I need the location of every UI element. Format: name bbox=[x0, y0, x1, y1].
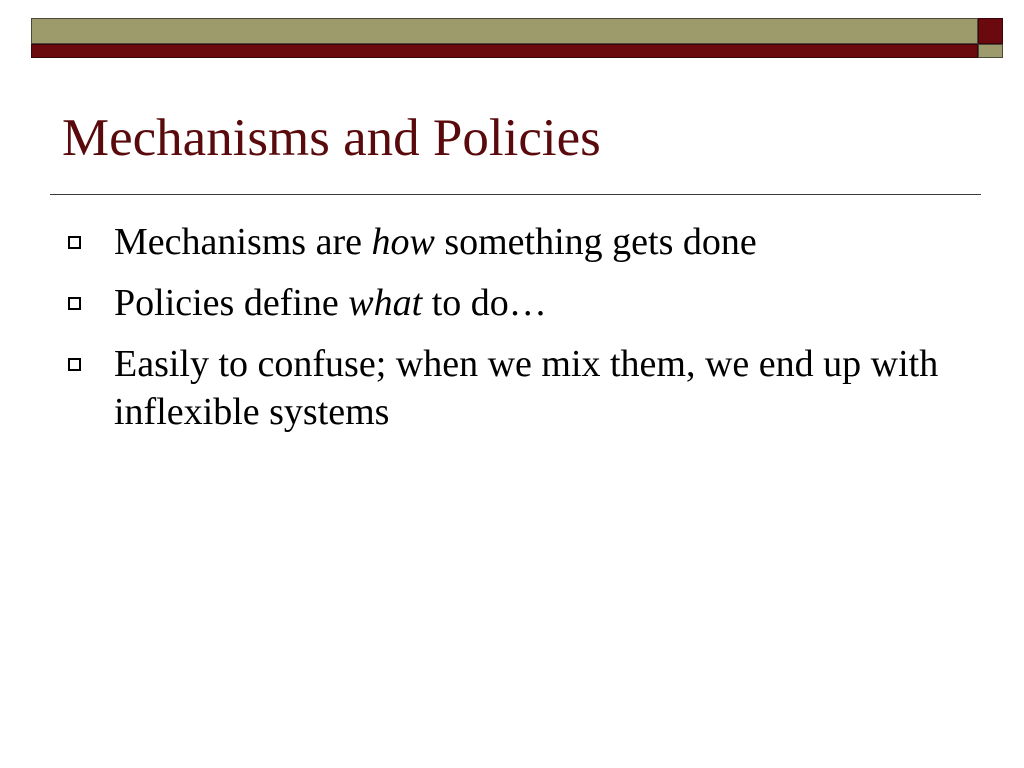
bullet-item bbox=[62, 279, 962, 327]
bullet-text-plain: Easily to confuse; when we mix them, we end up with inflexible systems bbox=[114, 343, 939, 433]
bullet-text-plain: to do… bbox=[422, 282, 547, 324]
bullet-item bbox=[62, 218, 962, 266]
slide-title: Mechanisms and Policies bbox=[62, 109, 601, 167]
header-corner-olive bbox=[978, 44, 1003, 58]
header-band-maroon bbox=[31, 44, 978, 58]
bullet-text bbox=[114, 221, 757, 263]
bullet-text-plain: Policies define bbox=[114, 282, 349, 324]
bullet-text-emphasis: how bbox=[371, 221, 435, 263]
hollow-square-icon bbox=[68, 297, 81, 310]
bullet-text-emphasis: what bbox=[348, 282, 423, 324]
header-corner-maroon bbox=[978, 18, 1003, 44]
header-band-olive bbox=[31, 18, 978, 44]
bullet-text-plain: something gets done bbox=[434, 221, 757, 263]
bullet-list bbox=[62, 218, 962, 449]
bullet-text bbox=[114, 343, 938, 433]
bullet-text bbox=[114, 282, 547, 324]
hollow-square-icon bbox=[68, 236, 81, 249]
hollow-square-icon bbox=[68, 358, 81, 371]
title-divider bbox=[50, 194, 981, 195]
bullet-text-plain: Mechanisms are bbox=[114, 221, 372, 263]
bullet-item bbox=[62, 340, 962, 436]
